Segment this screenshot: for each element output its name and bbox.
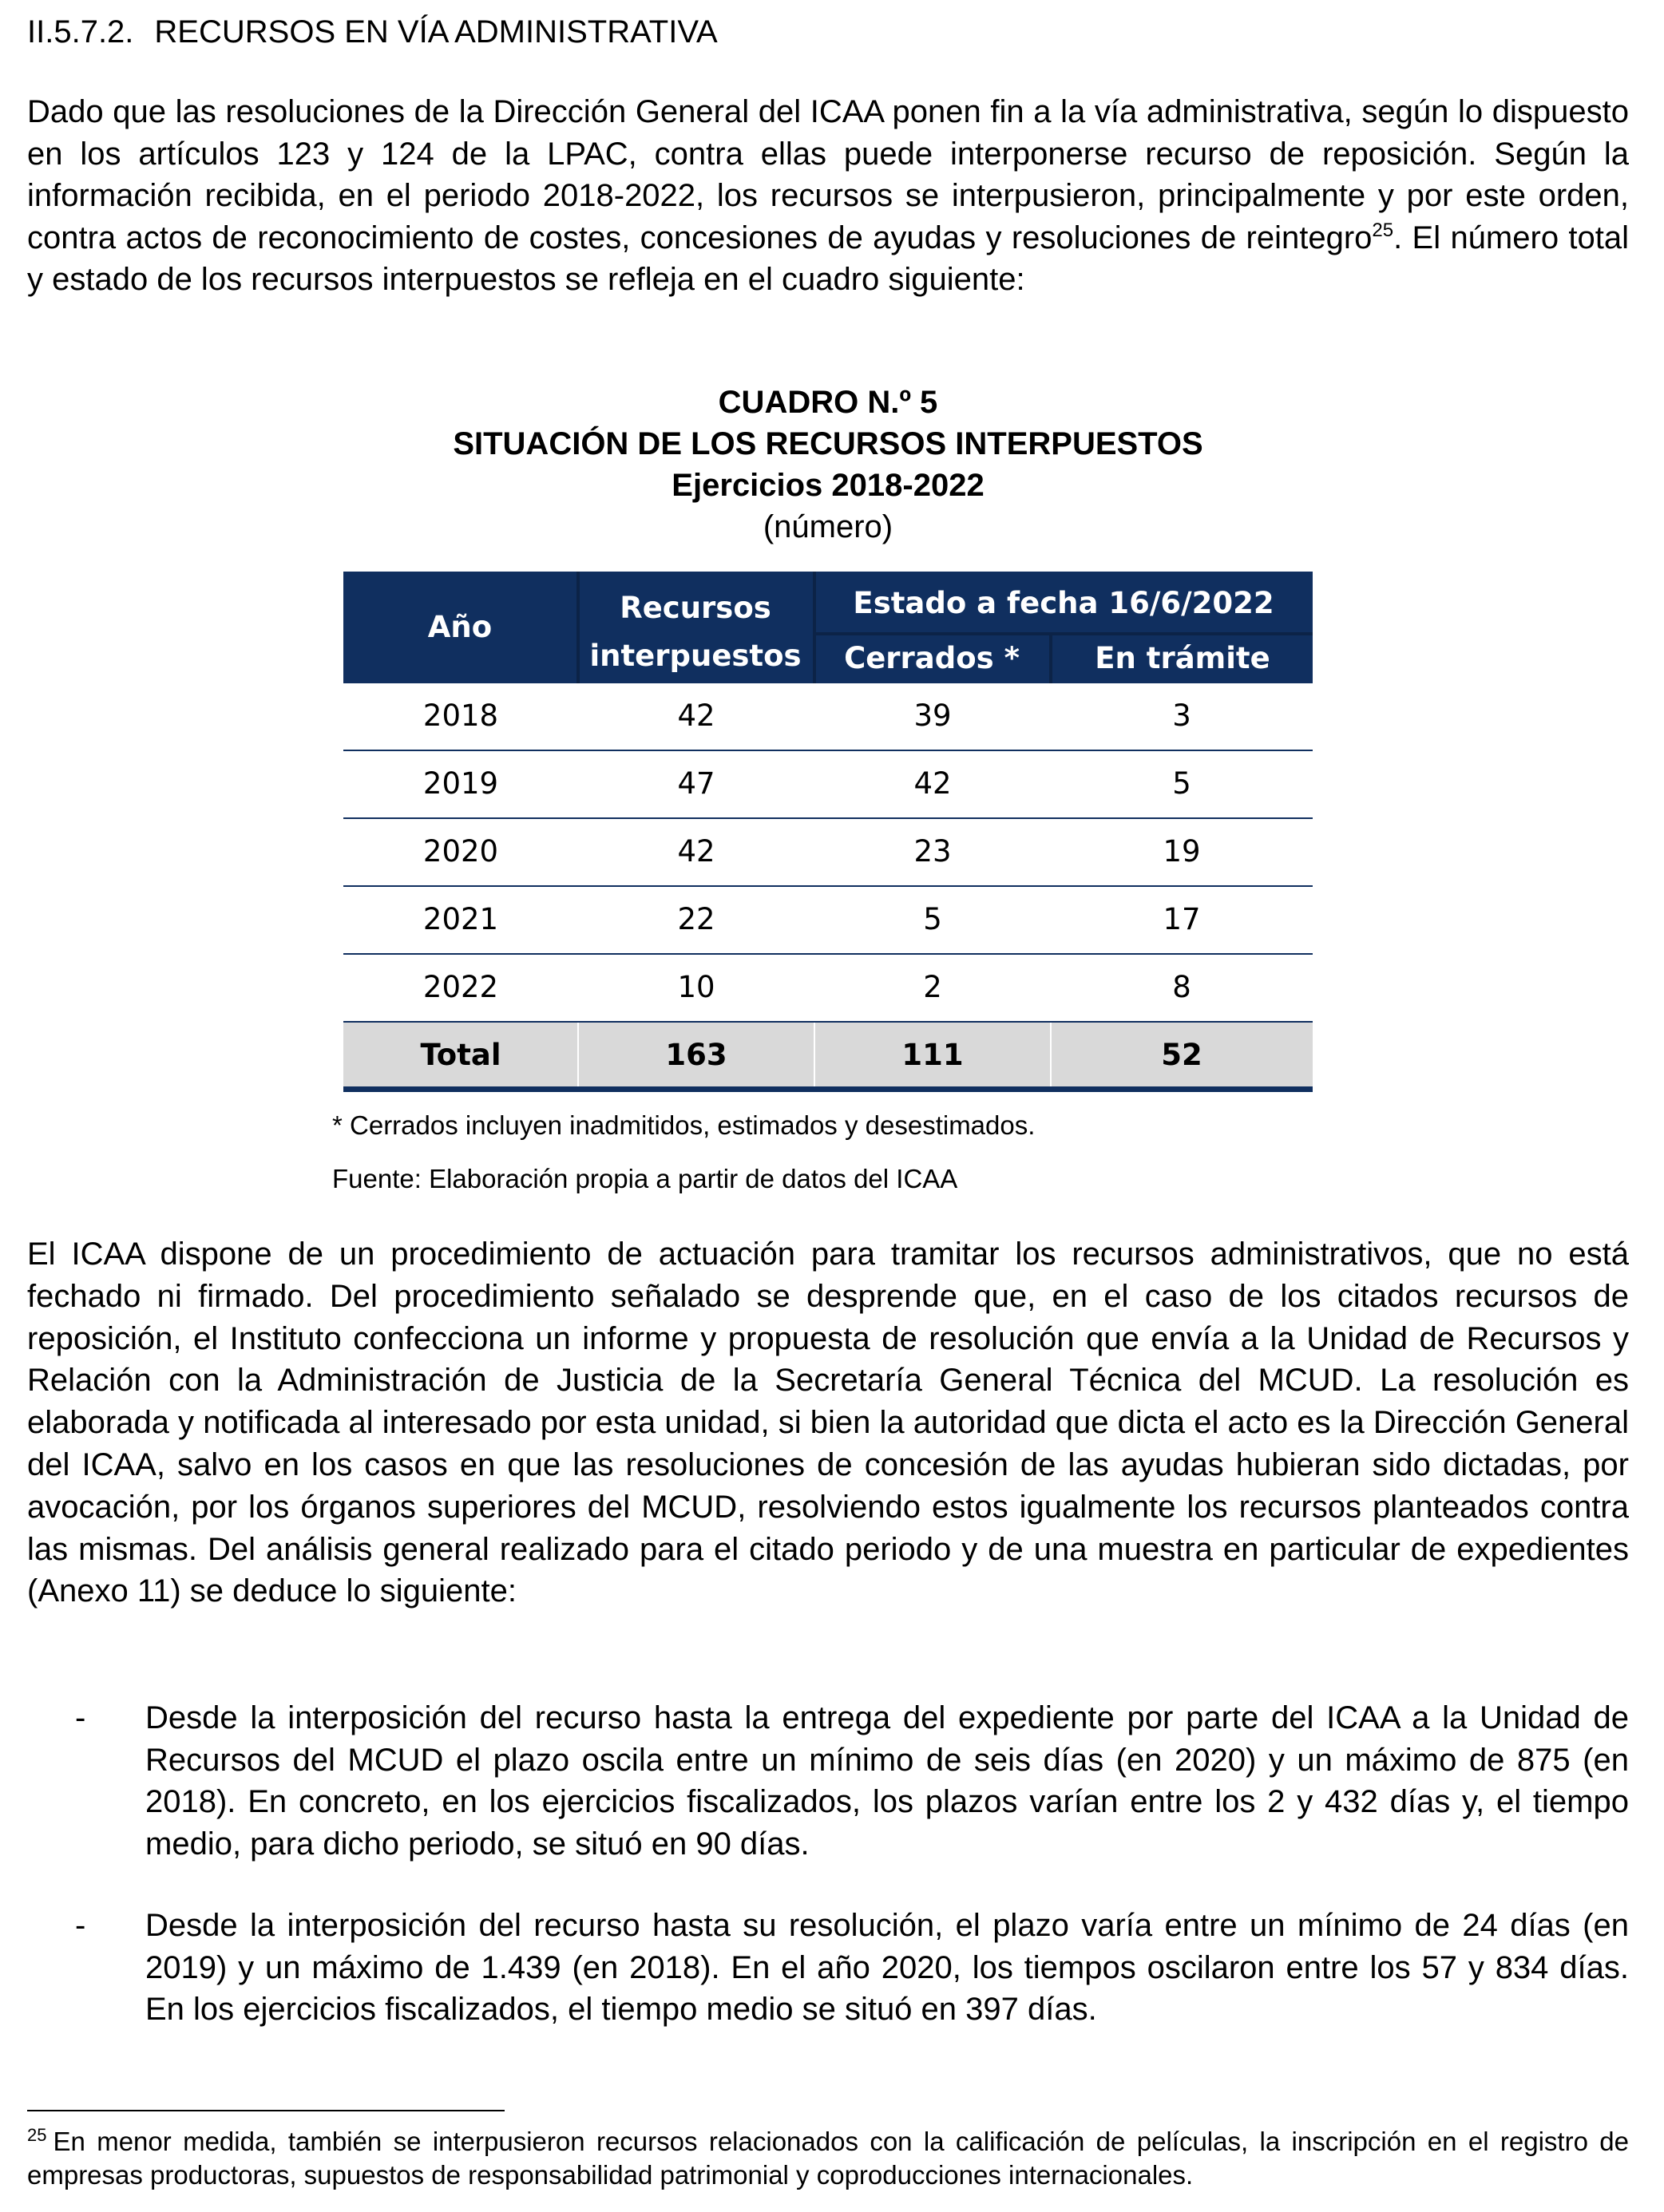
table-source: Fuente: Elaboración propia a partir de datos del ICAA: [332, 1164, 958, 1193]
table-row: [343, 819, 1313, 887]
cell-tramite: 3: [1172, 698, 1191, 733]
table-row: [343, 751, 1313, 819]
section-number: II.5.7.2.: [27, 14, 134, 49]
bullet-dash: -: [75, 1700, 86, 1735]
cell-interpuestos: 42: [677, 698, 715, 733]
cuadro-period: Ejercicios 2018-2022: [672, 468, 985, 503]
cuadro-unit: (número): [763, 509, 893, 544]
cuadro-label: CUADRO N.º 5: [718, 385, 938, 420]
table-note: * Cerrados incluyen inadmitidos, estimados y desestimados.: [332, 1110, 1036, 1140]
procedure-paragraph: El ICAA dispone de un procedimiento de actuación para tramitar los recursos administrativos, que no está fechado ni firmado. Del procedimiento señalado se desprende que, en el caso de los citados recursos de reposición, el Instituto confecciona un informe y propuesta de resolución que envía a la Unidad de Recursos y Relación con la Administración de Justicia de la Secretaría General Técnica del MCUD. La resolución es elaborada y notificada al interesado por esta unidad, si bien la autoridad que dicta el acto es la Dirección General del ICAA, salvo en los casos en que las resoluciones de concesión de las ayudas hubieran sido dictadas, por avocación, por los órganos superiores del MCUD, resolviendo estos igualmente los recursos planteados contra las mismas. Del análisis general realizado para el citado periodo y de una muestra en particular de expedientes (Anexo 11) se deduce lo siguiente:: [27, 1237, 1629, 1609]
cell-interpuestos: 10: [677, 970, 715, 1004]
footnote-text: En menor medida, también se interpusieron recursos relacionados con la calificación de películas, la inscripción en el registro de empresas productoras, supuestos de responsabilidad patrimonial y coproducciones internacionales.: [27, 2127, 1629, 2190]
cuadro-title: SITUACIÓN DE LOS RECURSOS INTERPUESTOS: [453, 426, 1203, 461]
cell-cerrados: 2: [923, 970, 942, 1004]
cell-tramite: 8: [1172, 970, 1191, 1004]
total-label: Total: [420, 1038, 501, 1072]
section-heading: [27, 11, 718, 53]
cell-year: 2019: [422, 766, 499, 801]
header-recursos-line1: Recursos: [620, 591, 771, 625]
header-recursos-line2: interpuestos: [589, 639, 802, 673]
cell-interpuestos: 22: [677, 902, 715, 936]
footnote-ref-link[interactable]: 25: [1372, 219, 1394, 241]
table-row: [343, 887, 1313, 955]
cell-tramite: 17: [1163, 902, 1201, 936]
footnote-separator: [27, 2110, 505, 2111]
cell-interpuestos: 42: [677, 834, 715, 869]
cell-year: 2022: [422, 970, 499, 1004]
footnote: [27, 2125, 1629, 2192]
intro-text-a: Dado que las resoluciones de la Dirección General del ICAA ponen fin a la vía administrativa, según lo dispuesto en los artículos 123 y 124 de la LPAC, contra ellas puede interponerse recurso de reposición. Según la información recibida, en el periodo 2018-2022, los recursos se interpusieron, principalmente y por este orden, contra actos de reconocimiento de costes, concesiones de ayudas y resoluciones de reintegro: [27, 94, 1629, 255]
cell-interpuestos: 47: [677, 766, 715, 801]
bullet-dash: -: [75, 1908, 86, 1943]
table-caption: [345, 382, 1311, 548]
header-tramite: En trámite: [1095, 641, 1270, 675]
table-total-row: [343, 1023, 1313, 1092]
section-title: RECURSOS EN VÍA ADMINISTRATIVA: [154, 14, 718, 49]
footnote-number: 25: [27, 2125, 47, 2145]
intro-paragraph: [27, 91, 1629, 301]
intro-text-b: . El número total y estado de los recursos interpuestos se refleja en el cuadro siguiente:: [27, 220, 1629, 298]
table-row: [343, 955, 1313, 1023]
recursos-table: [343, 572, 1313, 1092]
cell-cerrados: 23: [913, 834, 952, 869]
header-cerrados: Cerrados *: [844, 641, 1020, 675]
bullet-text: Desde la interposición del recurso hasta su resolución, el plazo varía entre un mínimo de 24 días (en 2019) y un máximo de 1.439 (en 2018). En el año 2020, los tiempos oscilaron entre los 57 y 834 días. En los ejercicios fiscalizados, el tiempo medio se situó en 397 días.: [145, 1908, 1629, 2028]
total-interpuestos: 163: [665, 1038, 727, 1072]
cell-year: 2020: [422, 834, 499, 869]
bullet-text: Desde la interposición del recurso hasta la entrega del expediente por parte del ICAA a la Unidad de Recursos del MCUD el plazo oscila entre un mínimo de seis días (en 2020) y un máximo de 875 (en 2018). En concreto, en los ejercicios fiscalizados, los plazos varían entre los 2 y 432 días y, el tiempo medio, para dicho periodo, se situó en 90 días.: [145, 1700, 1629, 1862]
total-cerrados: 111: [901, 1038, 964, 1072]
cell-cerrados: 5: [923, 902, 942, 936]
header-estado: Estado a fecha 16/6/2022: [853, 586, 1274, 620]
table-row: [343, 683, 1313, 751]
cell-cerrados: 42: [913, 766, 952, 801]
cell-cerrados: 39: [913, 698, 952, 733]
header-year: Año: [427, 610, 493, 644]
cell-tramite: 19: [1163, 834, 1201, 869]
cell-year: 2018: [422, 698, 499, 733]
table-header: [343, 572, 1313, 683]
total-tramite: 52: [1161, 1038, 1202, 1072]
cell-year: 2021: [422, 902, 499, 936]
cell-tramite: 5: [1172, 766, 1191, 801]
